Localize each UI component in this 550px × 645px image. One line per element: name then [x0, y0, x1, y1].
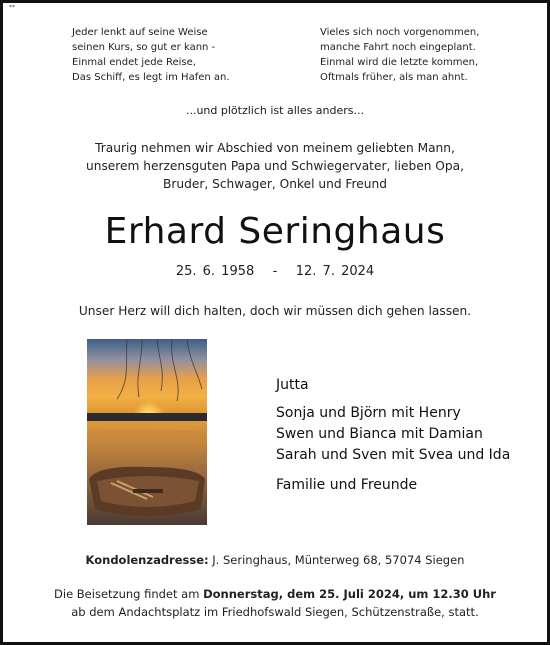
- intro-line: unserem herzensguten Papa und Schwiegervater, lieben Opa,: [86, 159, 464, 173]
- ploetzlich-line: ...und plötzlich ist alles anders...: [185, 104, 365, 117]
- intro-line: Bruder, Schwager, Onkel und Freund: [163, 177, 387, 191]
- condolence-label: Kondolenzadresse:: [85, 553, 209, 567]
- family-member: Sarah und Sven mit Svea und Ida: [276, 447, 511, 463]
- intro-line: Traurig nehmen wir Abschied von meinem geliebten Mann,: [95, 141, 455, 155]
- poem-left-line: Einmal endet jede Reise,: [72, 57, 196, 68]
- sunset-boat-photo: [87, 339, 207, 525]
- funeral-prefix: Die Beisetzung findet am: [54, 587, 200, 601]
- deceased-name: Erhard Seringhaus: [104, 211, 446, 252]
- funeral-datetime: Donnerstag, dem 25. Juli 2024, um 12.30 Uhr: [203, 587, 496, 601]
- life-dates: 25. 6. 1958 - 12. 7. 2024: [175, 264, 375, 279]
- condolence-value: J. Seringhaus, Münterweg 68, 57074 Siegen: [212, 553, 465, 567]
- funeral-line-2: ab dem Andachtsplatz im Friedhofswald Siegen, Schützenstraße, statt.: [71, 605, 479, 619]
- family-member: Familie und Freunde: [276, 477, 418, 493]
- family-member: Sonja und Björn mit Henry: [276, 405, 461, 421]
- poem-right-line: Einmal wird die letzte kommen,: [320, 57, 479, 68]
- family-member: Jutta: [276, 377, 309, 393]
- poem-left-line: Jeder lenkt auf seine Weise: [72, 27, 208, 38]
- poem-right-line: Oftmals früher, als man ahnt.: [320, 72, 468, 83]
- poem-left: [72, 25, 230, 85]
- poem-left-line: seinen Kurs, so gut er kann -: [72, 42, 216, 53]
- funeral-info: [0, 585, 550, 621]
- quote-line: Unser Herz will dich halten, doch wir müssen dich gehen lassen.: [78, 304, 472, 318]
- poem-left-line: Das Schiff, es legt im Hafen an.: [72, 72, 230, 83]
- poem-right: [320, 25, 479, 85]
- corner-mark: **: [9, 4, 15, 11]
- poem-right-line: Vieles sich noch vorgenommen,: [320, 27, 480, 38]
- poem-right-line: manche Fahrt noch eingeplant.: [320, 42, 476, 53]
- family-member: Swen und Bianca mit Damian: [276, 426, 483, 442]
- intro-text: [0, 139, 550, 193]
- funeral-line-1: [0, 585, 550, 603]
- condolence-address: [0, 553, 550, 567]
